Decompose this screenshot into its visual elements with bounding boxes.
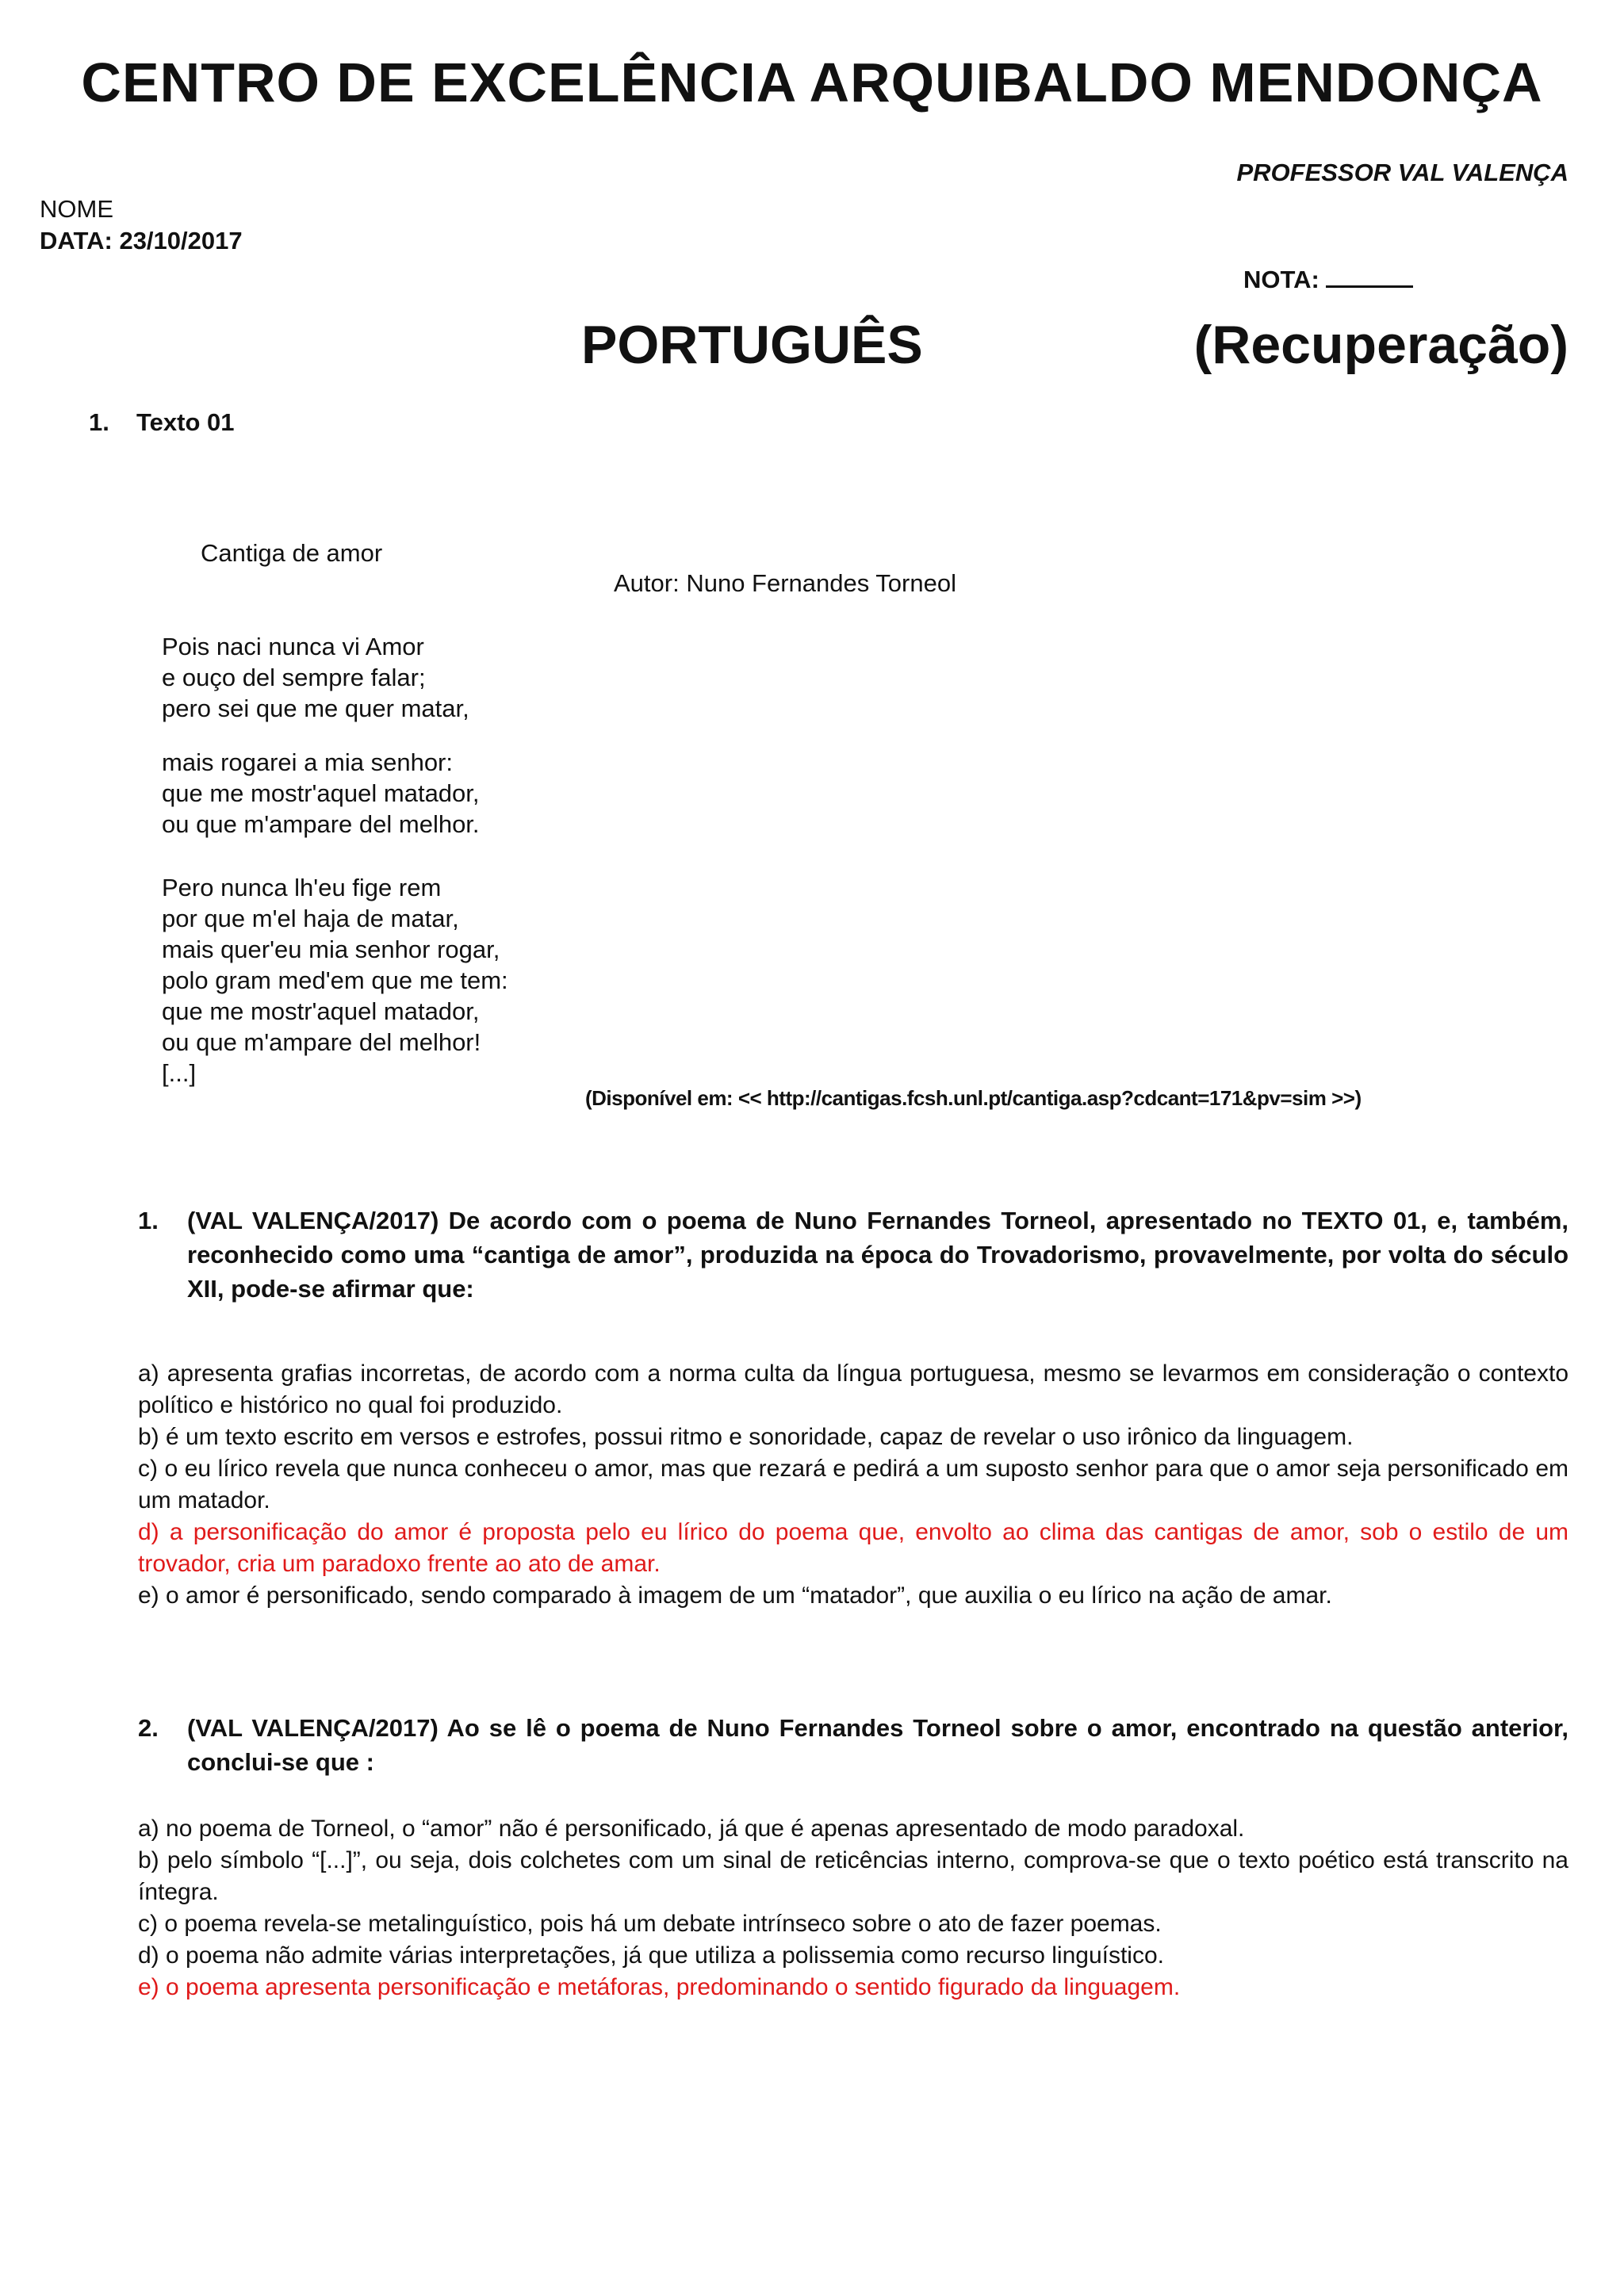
poem-verse: mais rogarei a mia senhor: xyxy=(162,748,453,776)
poem-verse: ou que m'ampare del melhor. xyxy=(162,810,480,838)
grade-label: NOTA: xyxy=(1243,266,1320,293)
option-c: c) o poema revela-se metalinguístico, pois há um debate intrínseco sobre o ato de fazer poemas. xyxy=(138,1911,1162,1937)
section-heading xyxy=(89,408,234,437)
grade-blank xyxy=(1326,262,1413,288)
exam-type: (Recuperação) xyxy=(1193,315,1568,375)
poem-verse: Pois naci nunca vi Amor xyxy=(162,633,424,660)
poem-verse: ou que m'ampare del melhor! xyxy=(162,1028,481,1056)
option-a: a) apresenta grafias incorretas, de acordo com a norma culta da língua portuguesa, mesmo se levarmos em consideração o contexto político e histórico no qual foi produzido. xyxy=(138,1360,1568,1418)
poem-verse: que me mostr'aquel matador, xyxy=(162,997,480,1025)
question-text: (VAL VALENÇA/2017) De acordo com o poema de Nuno Fernandes Torneol, apresentado no TEXTO 01, e, também, reconhecido como uma “cantiga de amor”, produzida na época do Trovadorismo, provavelmente, por volta do século XII, pode-se afirmar que: xyxy=(187,1207,1568,1303)
date-field xyxy=(40,227,243,255)
poem-stanza xyxy=(162,747,480,840)
poem-stanza xyxy=(162,631,469,724)
question-stem xyxy=(138,1711,1568,1779)
section-title: Texto 01 xyxy=(136,408,235,436)
question-2 xyxy=(138,1711,1568,1779)
option-c: c) o eu lírico revela que nunca conheceu o amor, mas que rezará e pedirá a um suposto senhor para que o amor seja personificado em um matador. xyxy=(138,1456,1568,1513)
name-label: NOME xyxy=(40,195,113,223)
option-e-correct: e) o poema apresenta personificação e metáforas, predominando o sentido figurado da linguagem. xyxy=(138,1974,1181,2000)
poem-ellipsis: [...] xyxy=(162,1059,197,1087)
grade-field xyxy=(1243,262,1413,294)
date-label: DATA: xyxy=(40,227,113,254)
question-1 xyxy=(138,1203,1568,1306)
question-1-options xyxy=(138,1358,1568,1612)
poem-stanza xyxy=(162,872,508,1089)
question-text: (VAL VALENÇA/2017) Ao se lê o poema de Nuno Fernandes Torneol sobre o amor, encontrado na questão anterior, conclui-se que : xyxy=(187,1714,1568,1776)
poem-source-citation: (Disponível em: << http://cantigas.fcsh.unl.pt/cantiga.asp?cdcant=171&pv=sim >>) xyxy=(585,1086,1362,1110)
option-d: d) o poema não admite várias interpretações, já que utiliza a polissemia como recurso linguístico. xyxy=(138,1942,1164,1969)
question-2-options xyxy=(138,1813,1568,2003)
subject-title: PORTUGUÊS xyxy=(581,315,923,375)
poem-verse: Pero nunca lh'eu fige rem xyxy=(162,874,442,901)
poem-verse: polo gram med'em que me tem: xyxy=(162,966,508,994)
option-e: e) o amor é personificado, sendo comparado à imagem de um “matador”, que auxilia o eu lírico na ação de amar. xyxy=(138,1582,1332,1609)
poem-title: Cantiga de amor xyxy=(201,539,383,567)
option-d-correct: d) a personificação do amor é proposta pelo eu lírico do poema que, envolto ao clima das cantigas de amor, sob o estilo de um trovador, cria um paradoxo frente ao ato de amar. xyxy=(138,1519,1568,1577)
poem-verse: mais quer'eu mia senhor rogar, xyxy=(162,936,500,963)
option-b: b) pelo símbolo “[...]”, ou seja, dois colchetes com um sinal de reticências interno, comprova-se que o texto poético está transcrito na íntegra. xyxy=(138,1847,1568,1905)
professor-name: PROFESSOR VAL VALENÇA xyxy=(1236,159,1568,186)
question-number: 1. xyxy=(138,1207,159,1234)
poem-author: Autor: Nuno Fernandes Torneol xyxy=(614,569,956,597)
question-stem xyxy=(138,1203,1568,1306)
poem-verse: por que m'el haja de matar, xyxy=(162,905,459,932)
option-a: a) no poema de Torneol, o “amor” não é personificado, já que é apenas apresentado de modo paradoxal. xyxy=(138,1816,1245,1842)
poem-verse: pero sei que me quer matar, xyxy=(162,695,469,722)
poem-verse: e ouço del sempre falar; xyxy=(162,664,426,691)
option-b: b) é um texto escrito em versos e estrofes, possui ritmo e sonoridade, capaz de revelar o uso irônico da linguagem. xyxy=(138,1424,1354,1450)
question-number: 2. xyxy=(138,1714,159,1742)
school-title: CENTRO DE EXCELÊNCIA ARQUIBALDO MENDONÇA xyxy=(81,52,1543,113)
date-value: 23/10/2017 xyxy=(119,227,243,254)
section-number: 1. xyxy=(89,408,109,436)
poem-verse: que me mostr'aquel matador, xyxy=(162,779,480,807)
